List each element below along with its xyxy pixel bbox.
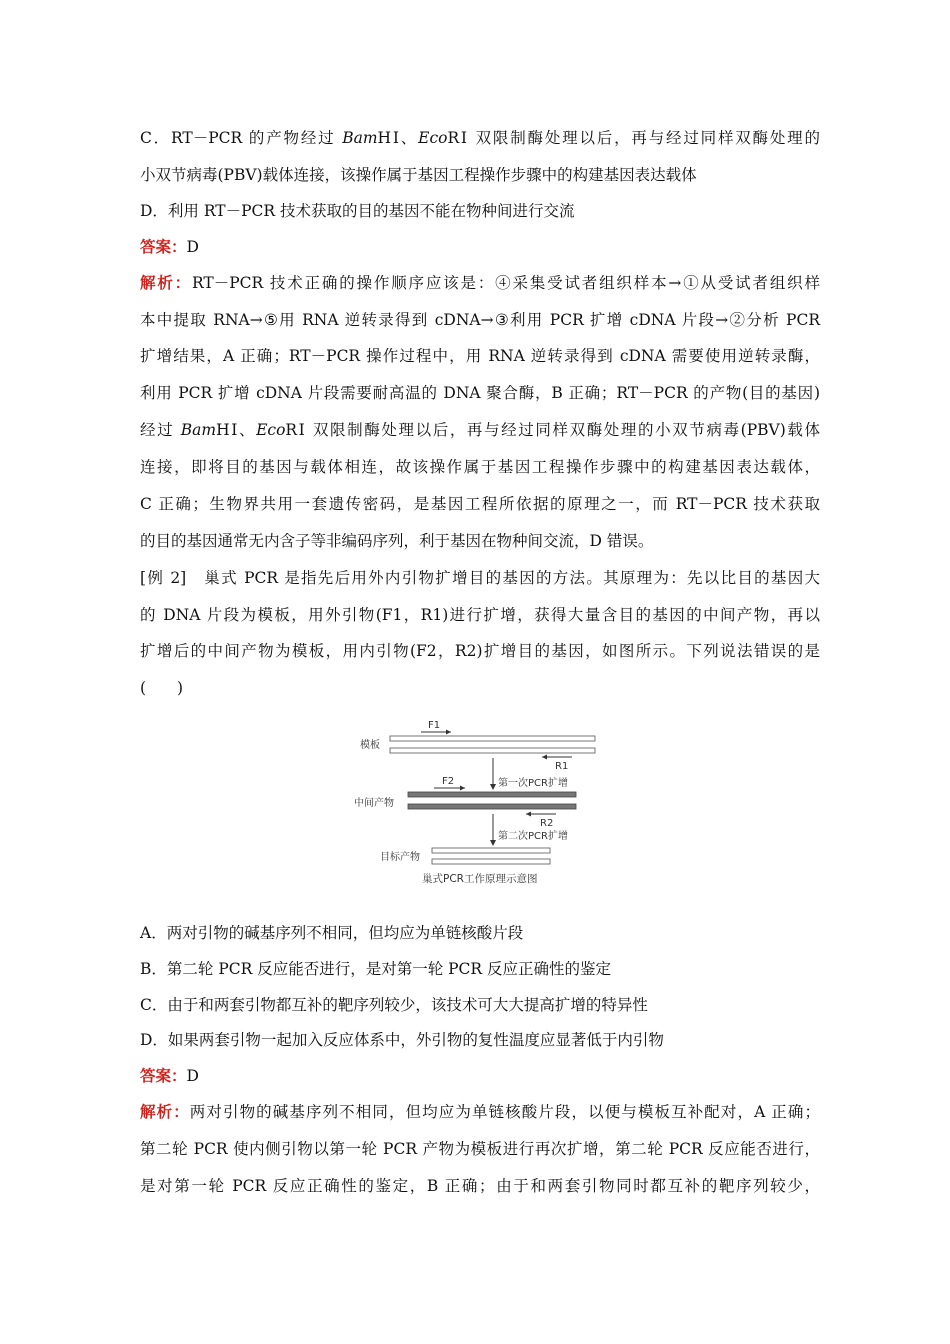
step1-arrowhead xyxy=(490,784,496,790)
primer-r2-arrowhead xyxy=(526,812,531,817)
bamhi-italic: Bam xyxy=(180,421,217,439)
q2-option-a: A．两对引物的碱基序列不相同，但均应为单链核酸片段 xyxy=(140,924,524,942)
target-strand-top xyxy=(432,848,550,853)
q1-analysis-line5 xyxy=(140,420,820,440)
figure-caption: 巢式PCR工作原理示意图 xyxy=(422,873,538,885)
q2-option-c: C．由于和两套引物都互补的靶序列较少，该技术可大大提高扩增的特异性 xyxy=(140,996,648,1014)
intermediate-label: 中间产物 xyxy=(354,798,394,809)
answer-value: D xyxy=(186,1067,199,1085)
q1-option-c-text-rest: RⅠ 双限制酶处理以后，再与经过同样双酶处理的 xyxy=(447,129,820,147)
nested-pcr-figure xyxy=(350,714,600,890)
q1-analysis-line4: 利用 PCR 扩增 cDNA 片段需要耐高温的 DNA 聚合酶，B 正确；RT－PCR 的产物(目的基因) xyxy=(140,384,820,402)
q2-stem-line1: [例 2] 巢式 PCR 是指先后用外内引物扩增目的基因的方法。其原理为：先以比目的基因大 xyxy=(140,569,820,587)
q2-analysis-line1 xyxy=(140,1102,820,1122)
primer-r2-label: R2 xyxy=(540,818,554,829)
q1-analysis-line6: 连接，即将目的基因与载体相连，故该操作属于基因工程操作步骤中的构建基因表达载体， xyxy=(140,458,820,476)
q1-analysis-line1 xyxy=(140,273,820,293)
template-strand-top xyxy=(390,736,595,741)
q2-stem-line3: 扩增后的中间产物为模板，用内引物(F2，R2)扩增目的基因，如图所示。下列说法错误的是 xyxy=(140,642,820,660)
primer-r1-arrowhead xyxy=(542,755,547,760)
q1-option-d: D．利用 RT－PCR 技术获取的目的基因不能在物种间进行交流 xyxy=(140,202,575,220)
q2-stem-line4: ( ) xyxy=(140,679,184,697)
primer-f2-arrowhead xyxy=(460,786,465,791)
q1-analysis-line8: 的目的基因通常无内含子等非编码序列，利于基因在物种间交流，D 错误。 xyxy=(140,532,654,550)
answer-label: 答案： xyxy=(140,237,187,256)
intermediate-strand-top xyxy=(408,792,576,797)
analysis-text: 经过 xyxy=(140,421,181,439)
q2-analysis-line2: 第二轮 PCR 使内侧引物以第一轮 PCR 产物为模板进行再次扩增，第二轮 PCR 反应能否进行， xyxy=(140,1140,820,1158)
q2-analysis-line3: 是对第一轮 PCR 反应正确性的鉴定，B 正确；由于和两套引物同时都互补的靶序列较少， xyxy=(140,1177,820,1195)
analysis-text: RT－PCR 技术正确的操作顺序应该是：④采集受试者组织样本→①从受试者组织样 xyxy=(191,274,820,292)
primer-f2-label: F2 xyxy=(442,776,455,787)
bamhi-italic: Bam xyxy=(342,129,378,147)
primer-f1-label: F1 xyxy=(428,720,441,731)
answer-label: 答案： xyxy=(140,1066,187,1085)
step2-label: 第二次PCR扩增 xyxy=(498,831,568,842)
intermediate-strand-bottom xyxy=(408,804,576,809)
q1-analysis-line3: 扩增结果，A 正确；RT－PCR 操作过程中，用 RNA 逆转录得到 cDNA 需要使用逆转录酶， xyxy=(140,347,820,365)
q2-option-d: D．如果两套引物一起加入反应体系中，外引物的复性温度应显著低于内引物 xyxy=(140,1031,664,1049)
ecori-italic: Eco xyxy=(418,129,448,147)
answer-value: D xyxy=(186,238,199,256)
q2-option-b: B．第二轮 PCR 反应能否进行，是对第一轮 PCR 反应正确性的鉴定 xyxy=(140,960,612,978)
q1-analysis-line2: 本中提取 RNA→⑤用 RNA 逆转录得到 cDNA→③利用 PCR 扩增 cDNA 片段→②分析 PCR xyxy=(140,311,820,329)
template-label: 模板 xyxy=(360,740,380,751)
q1-option-c-line2: 小双节病毒(PBV)载体连接，该操作属于基因工程操作步骤中的构建基因表达载体 xyxy=(140,166,697,184)
target-label: 目标产物 xyxy=(380,852,420,863)
ecori-italic: Eco xyxy=(256,421,286,439)
q2-stem-line2: 的 DNA 片段为模板，用外引物(F1，R1)进行扩增，获得大量含目的基因的中间产物，再以 xyxy=(140,606,820,624)
step1-label: 第一次PCR扩增 xyxy=(498,778,568,789)
bamhi-suffix: HⅠ、 xyxy=(377,129,419,147)
nested-pcr-diagram xyxy=(350,714,600,890)
analysis-label: 解析： xyxy=(140,1102,190,1121)
primer-f1-arrowhead xyxy=(446,730,451,735)
q1-option-c-line1 xyxy=(140,128,820,148)
q1-option-c-text: C．RT－PCR 的产物经过 xyxy=(140,129,343,147)
q2-answer xyxy=(140,1066,820,1086)
analysis-text: 两对引物的碱基序列不相同，但均应为单链核酸片段，以便与模板互补配对，A 正确； xyxy=(189,1103,820,1121)
primer-r1-label: R1 xyxy=(555,761,569,772)
analysis-text: RⅠ 双限制酶处理以后，再与经过同样双酶处理的小双节病毒(PBV)载体 xyxy=(285,421,820,439)
q1-analysis-line7: C 正确；生物界共用一套遗传密码，是基因工程所依据的原理之一，而 RT－PCR 技术获取 xyxy=(140,495,820,513)
bamhi-suffix: HⅠ、 xyxy=(216,421,257,439)
analysis-label: 解析： xyxy=(140,273,192,292)
q1-answer xyxy=(140,237,820,257)
step2-arrowhead xyxy=(490,840,496,846)
target-strand-bottom xyxy=(432,859,550,864)
template-strand-bottom xyxy=(390,748,595,753)
